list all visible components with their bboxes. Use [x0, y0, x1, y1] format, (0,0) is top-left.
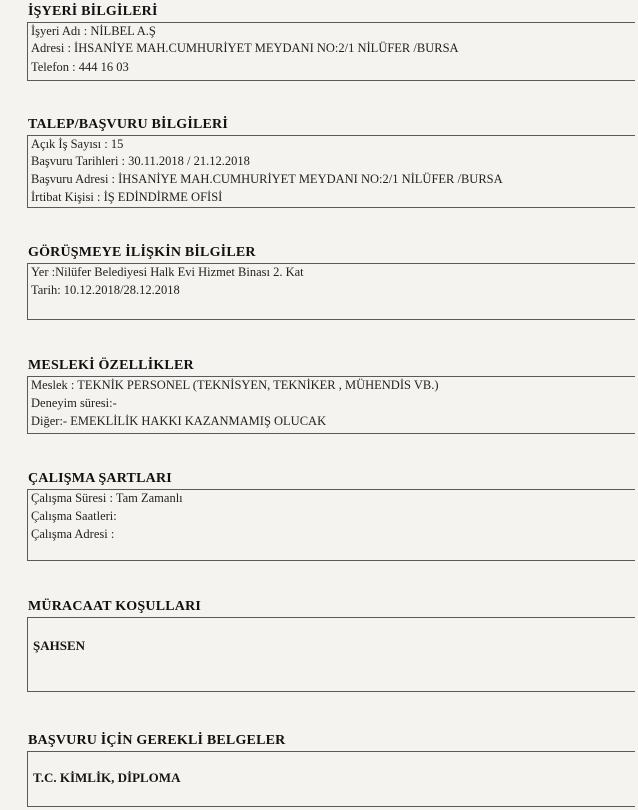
open-positions: Açık İş Sayısı : 15	[31, 137, 124, 151]
interview-info-box	[27, 263, 635, 320]
workplace-info-box	[27, 22, 635, 81]
contact-person: İrtibat Kişisi : İŞ EDİNDİRME OFİSİ	[31, 190, 223, 204]
section-title: MÜRACAAT KOŞULLARI	[28, 599, 202, 614]
interview-date: Tarih: 10.12.2018/28.12.2018	[31, 283, 180, 297]
work-hours: Çalışma Saatleri:	[31, 509, 117, 523]
work-conditions-box	[27, 489, 635, 561]
occupation: Meslek : TEKNİK PERSONEL (TEKNİSYEN, TEKNİKER , MÜHENDİS VB.)	[31, 378, 439, 392]
application-conditions-box	[27, 617, 635, 692]
other-requirements: Diğer:- EMEKLİLİK HAKKI KAZANMAMIŞ OLUCAK	[31, 414, 327, 428]
experience: Deneyim süresi:-	[31, 396, 117, 410]
work-duration: Çalışma Süresi : Tam Zamanlı	[31, 491, 183, 505]
application-method: ŞAHSEN	[33, 638, 86, 653]
section-title: MESLEKİ ÖZELLİKLER	[28, 358, 194, 373]
section-title: İŞYERİ BİLGİLERİ	[28, 4, 158, 19]
application-info-box	[27, 135, 635, 208]
required-documents: T.C. KİMLİK, DİPLOMA	[33, 770, 181, 785]
section-title: TALEP/BAŞVURU BİLGİLERİ	[28, 117, 228, 132]
application-address: Başvuru Adresi : İHSANİYE MAH.CUMHURİYET MEYDANI NO:2/1 NİLÜFER /BURSA	[31, 172, 503, 186]
section-title: BAŞVURU İÇİN GEREKLİ BELGELER	[28, 733, 286, 748]
workplace-name: İşyeri Adı : NİLBEL A.Ş	[31, 24, 156, 38]
work-address: Çalışma Adresi :	[31, 527, 115, 541]
section-title: ÇALIŞMA ŞARTLARI	[28, 471, 172, 486]
occupation-box	[27, 376, 635, 434]
workplace-address: Adresi : İHSANİYE MAH.CUMHURİYET MEYDANI NO:2/1 NİLÜFER /BURSA	[31, 41, 459, 55]
application-dates: Başvuru Tarihleri : 30.11.2018 / 21.12.2018	[31, 154, 250, 168]
required-documents-box	[27, 751, 635, 807]
workplace-phone: Telefon : 444 16 03	[31, 60, 129, 74]
interview-location: Yer :Nilüfer Belediyesi Halk Evi Hizmet Binası 2. Kat	[31, 265, 304, 279]
section-title: GÖRÜŞMEYE İLİŞKİN BİLGİLER	[28, 245, 256, 260]
